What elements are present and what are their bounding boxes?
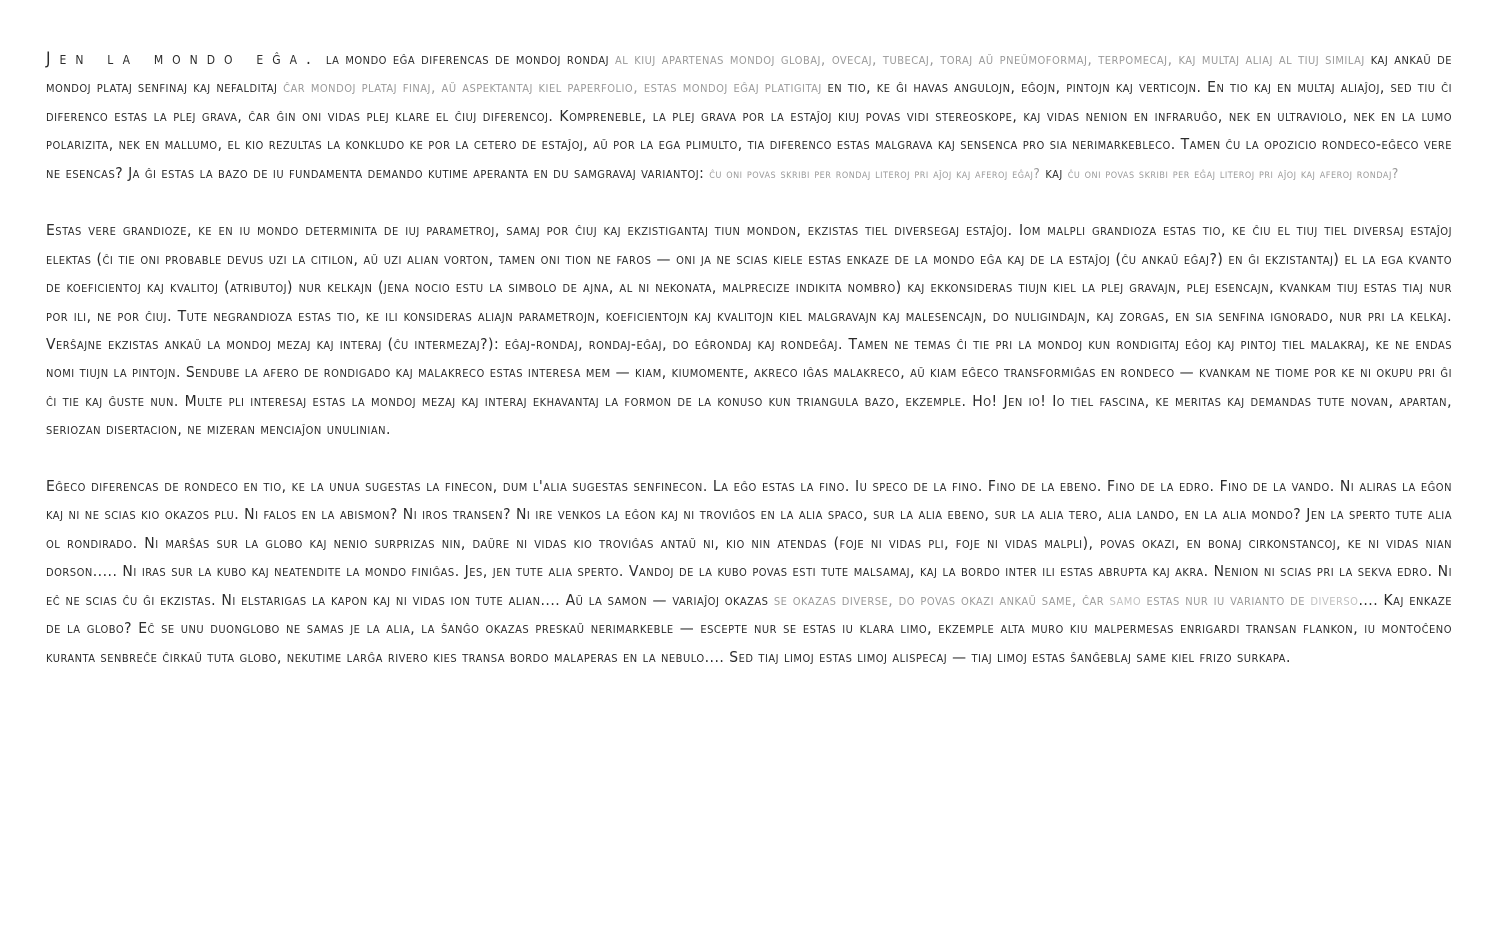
document-body <box>46 45 1452 699</box>
text-run: kaj ankaŭ de mondoj plataj senfinaj kaj nefalditaj <box>46 50 1452 97</box>
gray-text-run: se okazas diverse, do povas okazi ankaŭ same, ĉar <box>773 590 1105 609</box>
gray-text-run: al kiuj apartenas mondoj globaj, ovecaj, tubecaj, toraj aŭ pneŭmoformaj, terpomecaj, kaj multaj aliaj al tiuj similaj <box>615 50 1365 68</box>
question-variant-1: ĉu oni povas skribi per rondaj literoj pri aĵoj kaj aferoj eĝaj? <box>709 165 1041 182</box>
text-run: .... Kaj enkaze de la globo? Eĉ se unu duonglobo ne samas je la alia, la ŝanĝo okazas preskaŭ nerimarkeble — escepte nur se estas iu klara limo, ekzemple alta muro kiu malpermesas enrigardi transan flankon, iu montoĉeno kuranta senbreĉe ĉirkaŭ tuta globo, nekutime larĝa rivero kies transa bordo malaperas en la nebulo.... Sed tiaj limoj estas limoj alispecaj — tiaj limoj estas ŝanĝeblaj same kiel frizo surkapa. <box>46 590 1452 666</box>
text-run: Eĝeco diferencas de rondeco en tio, ke la unua sugestas la finecon, dum l'alia sugestas senfinecon. La eĝo estas la fino. Iu speco de la fino. Fino de la ebeno. Fino de la edro. Fino de la vando. Ni aliras la eĝon kaj ni ne scias kio okazos plu. Ni falos en la abismon? Ni iros transen? Ni ire venkos la eĝon kaj ni troviĝos en la alia spaco, sur la alia ebeno, sur la alia tero, alia lando, en la alia mondo? Jen la sperto tute alia ol rondirado. Ni marŝas sur la globo kaj nenio surprizas nin, daŭre ni vidas kio troviĝas antaŭ ni, kio nin atendas (foje ni vidas pli, foje ni vidas malpli), povas okazi, en bonaj cirkonstancoj, ke ni vidas nian dorson..... Ni iras sur la kubo kaj neatendite la mondo finiĝas. Jes, jen tute alia sperto. Vandoj de la kubo povas esti tute malsamaj, kaj la bordo inter ili estas abrupta kaj akra. Nenion ni scias pri la sekva edro. Ni eĉ ne scias ĉu ĝi ekzistas. Ni elstarigas la kapon kaj ni vidas ion tute alian.... Aŭ la samon — variaĵoj okazas <box>46 477 1452 609</box>
paragraph-2: Estas vere grandioze, ke en iu mondo determinita de iuj parametroj, samaj por ĉiuj kaj ekzistigantaj tiun mondon, ekzistas tiel diversegaj estaĵoj. Iom malpli grandioza estas tio, ke ĉiu el tiuj tiel diversaj estaĵoj elektas (ĉi tie oni probable devus uzi la citilon, aŭ uzi alian vorton, tamen oni tion ne faros — oni ja ne scias kiele estas enkaze de la mondo eĝa kaj de la estaĵoj (ĉu ankaŭ eĝaj?) en ĝi ekzistantaj) el la ega kvanto de koeficientoj kaj kvalitoj (atributoj) nur kelkajn (jena nocio estu la simbolo de ajna, al ni nekonata, malprecize indikita nombro) kaj ekkonsideras tiujn kiel la plej gravajn, plej esencajn, kvankam tiuj estas tiaj nur por ili, ne por ĉiuj. Tute negrandioza estas tio, ke ili konsideras aliajn parametrojn, koeficientojn kaj kvalitojn kiel malgravajn kaj malesencajn, do nuligindajn, kaj zorgas, en sia senfina ignorado, nur pri la kelkaj. Verŝajne ekzistas ankaŭ la mondoj mezaj kaj interaj (ĉu intermezaj?): eĝaj-rondaj, rondaj-eĝaj, do eĝrondaj kaj rondeĝaj. Tamen ne temas ĉi tie pri la mondoj kun rondigitaj eĝoj kaj pintoj tiel malakraj, ke ne endas nomi tiujn la pintojn. Sendube la afero de rondigado kaj malakreco estas interesa mem — kiam, kiumomente, akreco iĝas malakreco, aŭ kiam eĝeco transformiĝas en rondeco — kvankam ne tiome por ke ni okupu pri ĝi ĉi tie kaj ĝuste nun. Multe pli interesaj estas la mondoj mezaj kaj interaj ekhavantaj la formon de la konuso kun triangula bazo, ekzemple. Ho! Jen io! Io tiel fascina, ke meritas kaj demandas tute novan, apartan, seriozan disertacion, ne mizeran menciaĵon unulinian. <box>46 221 1452 439</box>
light-text-run: samo <box>1109 590 1142 609</box>
document-title: Jen la mondo eĝa. <box>46 49 320 69</box>
paragraph-1 <box>46 45 1452 188</box>
gray-text-run: ĉar mondoj plataj finaj, aŭ aspektantaj kiel paperfolio, estas mondoj eĝaj platigitaj <box>283 78 822 97</box>
text-run: en tio, ke ĝi havas angulojn, eĝojn, pintojn kaj verticojn. En tio kaj en multaj aliaĵoj, sed tiu ĉi diferenco estas la plej grava, ĉar ĝin oni vidas plej klare el ĉiuj diferencoj. Kompreneble, la plej grava por la estaĵoj kiuj povas vidi stereoskope, kaj vidas nenion en infraruĝo, nek en ultraviolo, nek en la lumo polarizita, nek en mallumo, el kio rezultas la konkludo ke por la cetero de estaĵoj, aŭ por la ega plimulto, tia diferenco estas malgrava kaj sensenca pro sia nerimarkebleco. Tamen ĉu la opozicio rondeco-eĝeco vere ne esencas? Ja ĝi estas la bazo de iu fundamenta demando kutime aperanta en du samgravaj variantoj: <box>46 78 1452 182</box>
light-text-run: diverso <box>1310 590 1359 609</box>
question-variant-2: ĉu oni povas skribi per eĝaj literoj pri aĵoj kaj aferoj rondaj? <box>1067 165 1399 182</box>
text-run: kaj <box>1045 163 1063 182</box>
gray-text-run: estas nur iu varianto de <box>1146 590 1306 609</box>
paragraph-3 <box>46 472 1452 671</box>
text-run: la mondo eĝa diferencas de mondoj rondaj <box>325 50 610 68</box>
